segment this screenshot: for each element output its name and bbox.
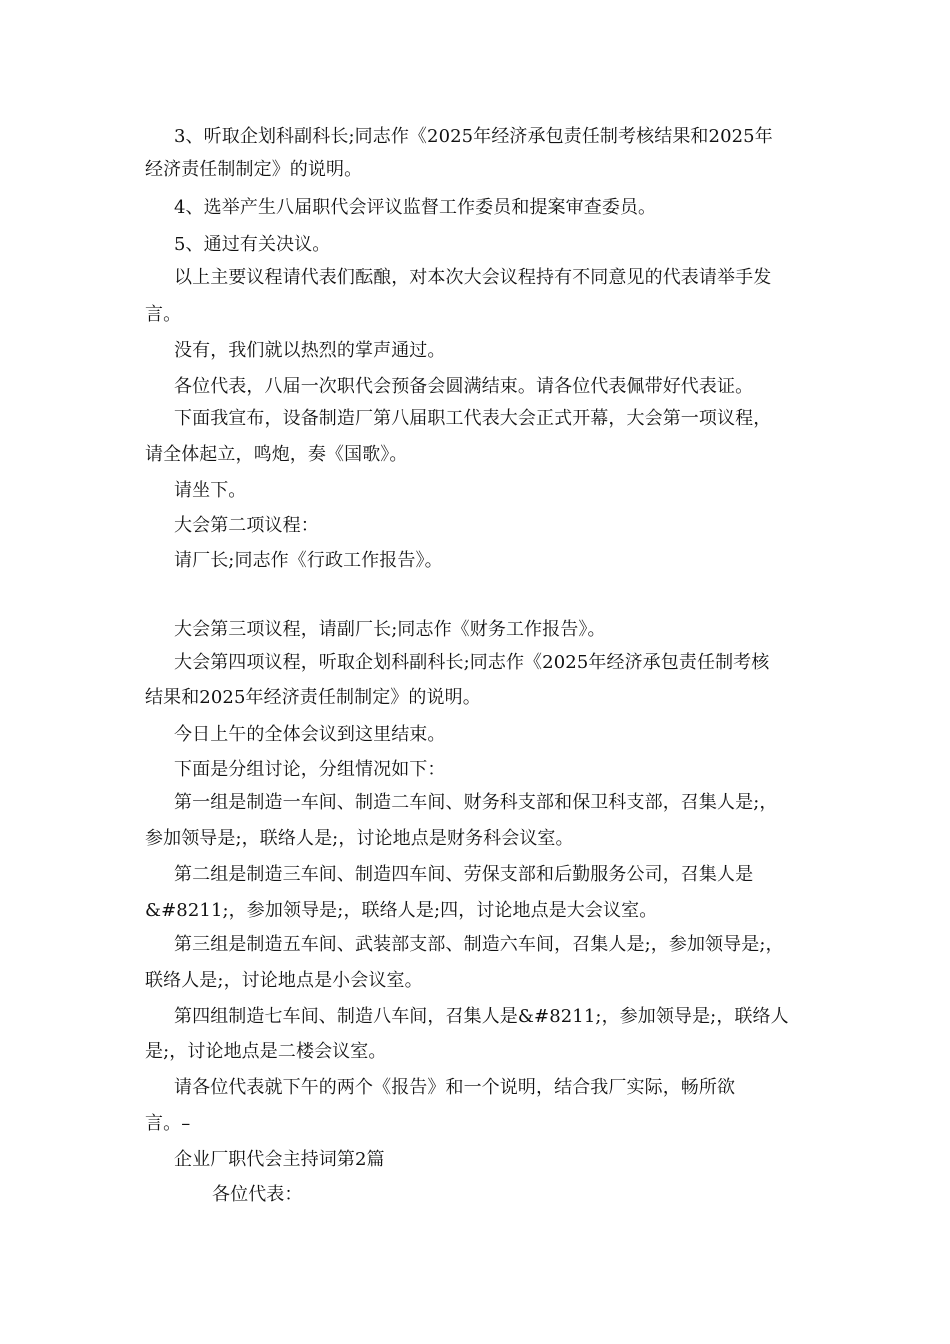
paragraph-line: 没有，我们就以热烈的掌声通过。 [174, 340, 446, 361]
paragraph-line: 是;，讨论地点是二楼会议室。 [145, 1041, 387, 1062]
paragraph-line: 请坐下。 [174, 480, 247, 501]
paragraph-line: 以上主要议程请代表们酝酿，对本次大会议程持有不同意见的代表请举手发 [174, 267, 772, 288]
paragraph-line: &#8211;，参加领导是;，联络人是;四，讨论地点是大会议室。 [145, 900, 658, 921]
paragraph-line: 言。 [145, 304, 182, 325]
paragraph-line: 联络人是;，讨论地点是小会议室。 [145, 970, 423, 991]
paragraph-line: 3、听取企划科副科长;同志作《2025年经济承包责任制考核结果和2025年 [174, 126, 773, 147]
paragraph-line: 结果和2025年经济责任制制定》的说明。 [145, 687, 481, 708]
paragraph-line: 言。– [145, 1113, 191, 1134]
paragraph-line: 大会第四项议程，听取企划科副科长;同志作《2025年经济承包责任制考核 [174, 652, 770, 673]
paragraph-line: 第四组制造七车间、制造八车间，召集人是&#8211;，参加领导是;，联络人 [174, 1006, 789, 1027]
paragraph-line: 经济责任制制定》的说明。 [145, 159, 363, 180]
paragraph-line: 参加领导是;，联络人是;，讨论地点是财务科会议室。 [145, 828, 574, 849]
paragraph-line: 请各位代表就下午的两个《报告》和一个说明，结合我厂实际，畅所欲 [174, 1077, 736, 1098]
paragraph-line: 各位代表，八届一次职代会预备会圆满结束。请各位代表佩带好代表证。 [174, 376, 754, 397]
salutation: 各位代表： [212, 1184, 303, 1205]
paragraph-line: 5、通过有关决议。 [174, 234, 331, 255]
paragraph-line: 大会第三项议程，请副厂长;同志作《财务工作报告》。 [174, 619, 606, 640]
paragraph-line: 请全体起立，鸣炮，奏《国歌》。 [145, 444, 408, 465]
paragraph-line: 请厂长;同志作《行政工作报告》。 [174, 550, 443, 571]
paragraph-line: 第二组是制造三车间、制造四车间、劳保支部和后勤服务公司，召集人是 [174, 864, 754, 885]
paragraph-line: 第一组是制造一车间、制造二车间、财务科支部和保卫科支部，召集人是;， [174, 792, 778, 813]
paragraph-line: 第三组是制造五车间、武装部支部、制造六车间，召集人是;，参加领导是;， [174, 934, 784, 955]
paragraph-line: 今日上午的全体会议到这里结束。 [174, 724, 446, 745]
paragraph-line: 4、选举产生八届职代会评议监督工作委员和提案审查委员。 [174, 197, 657, 218]
paragraph-line: 下面我宣布，设备制造厂第八届职工代表大会正式开幕，大会第一项议程， [174, 408, 772, 429]
paragraph-line: 大会第二项议程： [174, 515, 319, 536]
section-heading: 企业厂职代会主持词第2篇 [174, 1149, 385, 1170]
paragraph-line: 下面是分组讨论，分组情况如下： [174, 759, 446, 780]
